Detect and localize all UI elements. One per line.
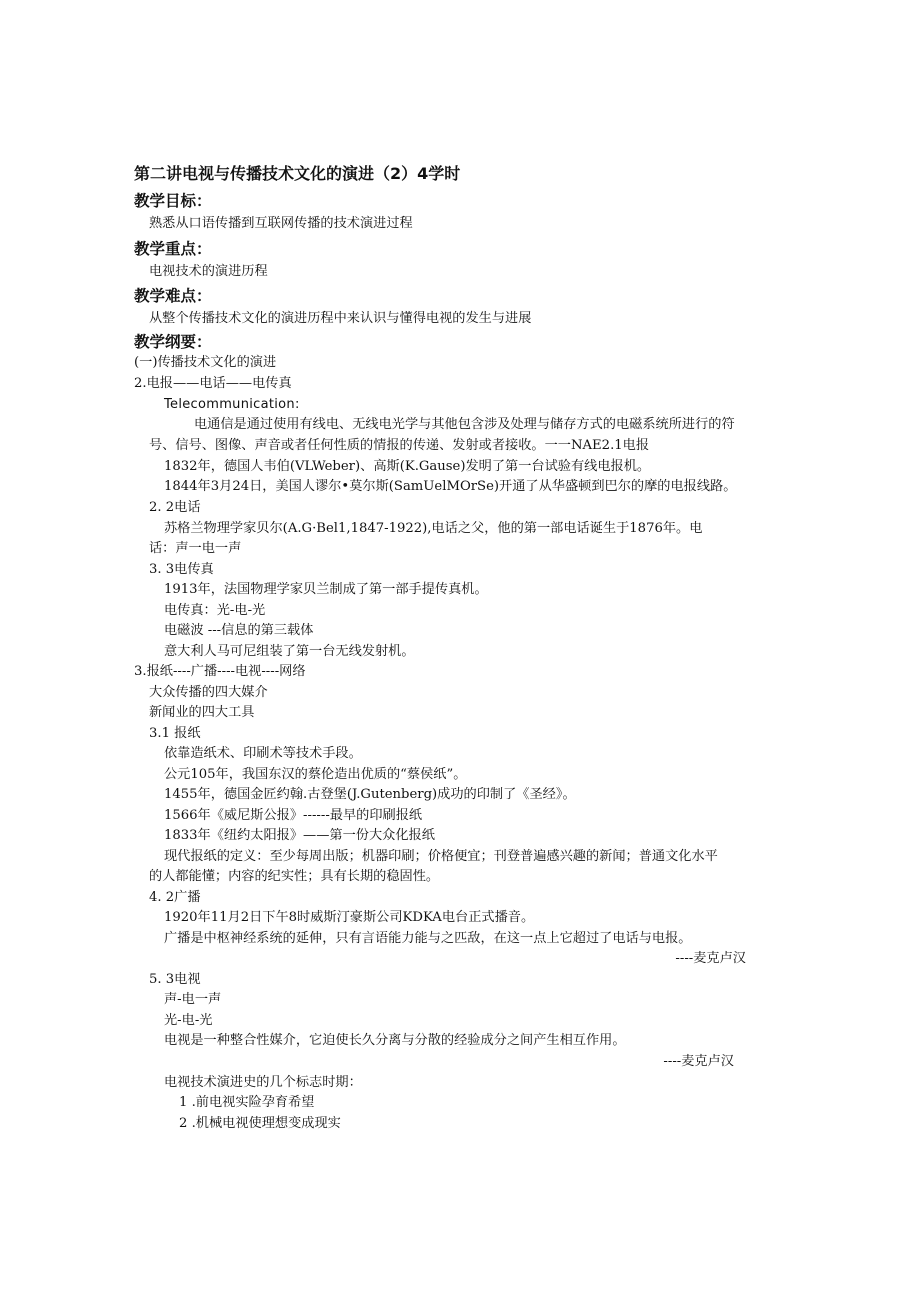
fax-em-wave: 电磁波 ---信息的第三载体 [164,623,314,638]
four-tools: 新闻业的四大工具 [149,705,255,720]
tv-quote-attribution: ----麦克卢汉 [663,1054,734,1069]
objective-text: 熟悉从口语传播到互联网传播的技术演进过程 [149,216,413,231]
newspaper-tech: 依靠造纸术、印刷术等技术手段。 [164,746,362,761]
tv-sound: 声-电一声 [164,992,222,1007]
four-media: 大众传播的四大媒介 [149,685,268,700]
newspaper-definition-line1: 现代报纸的定义：至少每周出版；机器印刷；价格便宜；刊登普遍感兴趣的新闻；普通文化水平 [164,849,718,864]
key-point-text: 电视技术的演进历程 [149,264,268,279]
fax-definition: 电传真：光-电-光 [164,603,266,618]
newspaper-definition-line2: 的人都能懂；内容的纪实性；具有长期的稳固性。 [149,869,440,884]
telecom-def-line1: 电通信是通过使用有线电、无线电光学与其他包含涉及处理与储存方式的电磁系统所进行的符 [194,417,735,432]
telephone-heading: 2. 2电话 [149,500,201,515]
fax-1913: 1913年，法国物理学家贝兰制成了第一部手提传真机。 [164,582,488,597]
objective-heading: 教学目标： [134,192,212,210]
key-point-heading: 教学重点： [134,240,212,258]
newspaper-1833: 1833年《纽约太阳报》——第一份大众化报纸 [164,828,435,843]
tv-period-2: 2 .机械电视使理想变成现实 [179,1116,341,1131]
telephone-line1: 苏格兰物理学家贝尔(A.G·Bel1,1847-1922),电话之父，他的第一部电话诞生于1876年。电 [164,521,703,536]
newspaper-1455: 1455年，德国金匠约翰.古登堡(J.Gutenberg)成功的印制了《圣经》。 [164,787,576,802]
difficulty-text: 从整个传播技术文化的演进历程中来认识与懂得电视的发生与进展 [149,311,532,326]
tv-heading: 5. 3电视 [149,972,201,987]
fax-marconi: 意大利人马可尼组装了第一台无线发射机。 [164,644,415,659]
newspaper-1566: 1566年《威尼斯公报》------最早的印刷报纸 [164,808,423,823]
telegraph-1832: 1832年，德国人韦伯(VLWeber)、高斯(K.Gause)发明了第一台试验有线电报机。 [164,459,651,474]
radio-heading: 4. 2广播 [149,890,201,905]
telephone-line2: 话：声一电一声 [149,541,242,556]
tv-period-1: 1 .前电视实险孕育希望 [179,1095,315,1110]
newspaper-heading: 3.1 报纸 [149,726,201,741]
section-2-heading: 2.电报——电话——电传真 [134,376,292,391]
section-3-heading: 3.报纸----广播----电视----网络 [134,664,306,679]
radio-quote-attribution: ----麦克卢汉 [675,951,746,966]
newspaper-105: 公元105年，我国东汉的蔡伦造出优质的“蔡侯纸”。 [164,767,467,782]
telegraph-1844: 1844年3月24日，美国人谬尔•莫尔斯(SamUelMOrSe)开通了从华盛顿到巴尔的摩的电报线路。 [164,479,737,494]
lecture-title: 第二讲电视与传播技术文化的演进（2）4学时 [134,164,461,183]
tv-quote: 电视是一种整合性媒介，它迫使长久分离与分散的经验成分之间产生相互作用。 [164,1033,626,1048]
telecom-def-line2: 号、信号、图像、声音或者任何性质的情报的传递、发射或者接收。一一NAE2.1电报 [149,438,650,453]
outline-part1: (一)传播技术文化的演进 [134,355,277,370]
fax-heading: 3. 3电传真 [149,562,214,577]
radio-1920: 1920年11月2日下午8时威斯汀豪斯公司KDKA电台正式播音。 [164,910,535,925]
outline-heading: 教学纲要： [134,333,212,351]
tv-light: 光-电-光 [164,1013,213,1028]
tv-periods-heading: 电视技术演进史的几个标志时期： [164,1075,362,1090]
difficulty-heading: 教学难点： [134,287,212,305]
radio-quote: 广播是中枢神经系统的延伸，只有言语能力能与之匹敌，在这一点上它超过了电话与电报。 [164,931,692,946]
telecom-term: Telecommunication: [164,397,300,412]
